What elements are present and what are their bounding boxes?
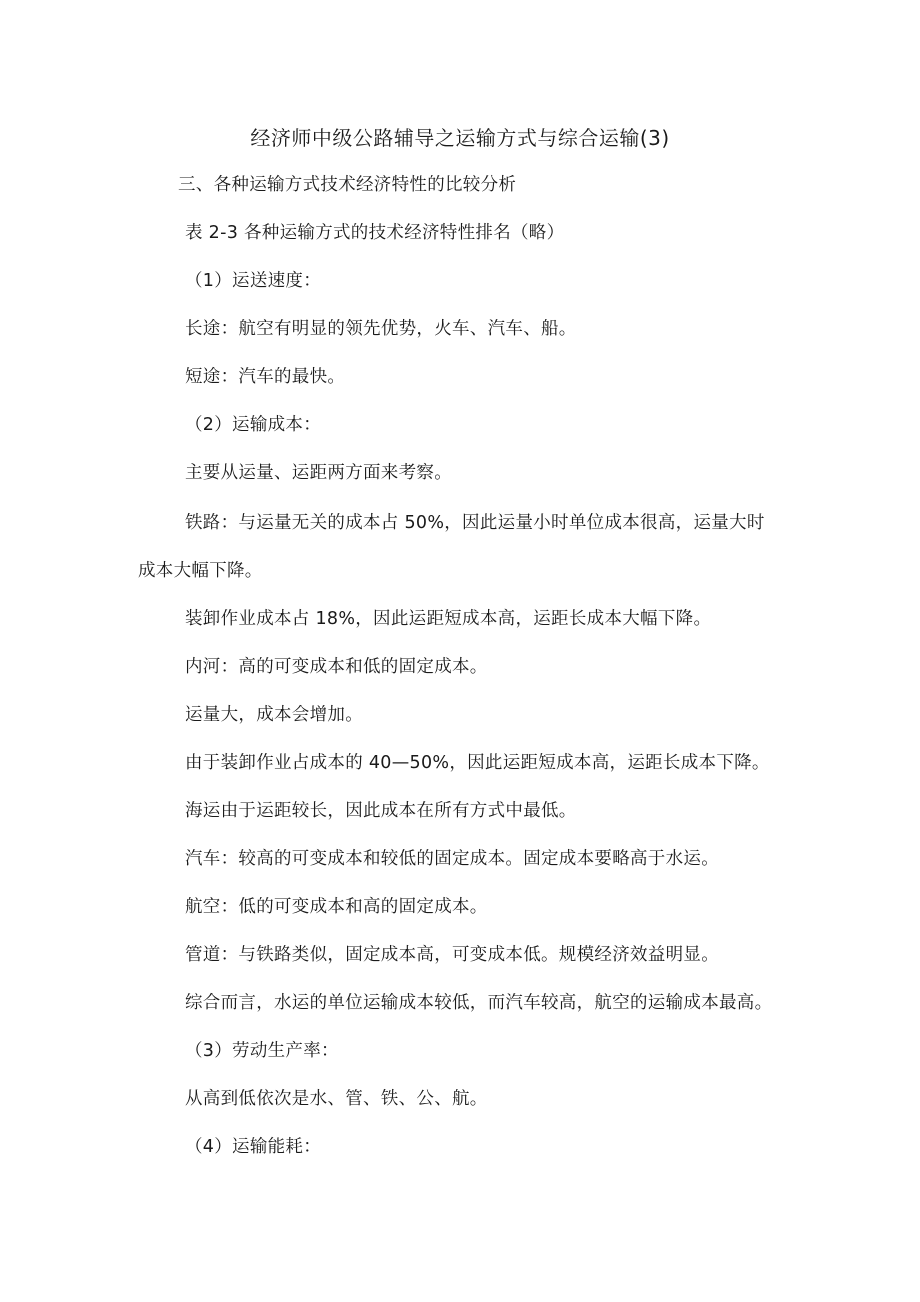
paragraph-line: （1）运送速度： xyxy=(185,271,322,291)
paragraph-line: 汽车：较高的可变成本和较低的固定成本。固定成本要略高于水运。 xyxy=(185,849,719,869)
paragraph-line: （3）劳动生产率： xyxy=(185,1041,339,1061)
paragraph-line: 短途：汽车的最快。 xyxy=(185,367,346,387)
paragraph-line: （4）运输能耗： xyxy=(185,1137,322,1157)
paragraph-line: 综合而言，水运的单位运输成本较低，而汽车较高，航空的运输成本最高。 xyxy=(185,993,773,1013)
paragraph-line: 表 2-3 各种运输方式的技术经济特性排名（略） xyxy=(185,223,565,243)
paragraph-line: 内河：高的可变成本和低的固定成本。 xyxy=(185,657,488,677)
paragraph-line: 成本大幅下降。 xyxy=(138,561,263,581)
paragraph-line: 海运由于运距较长，因此成本在所有方式中最低。 xyxy=(185,801,577,821)
paragraph-line: 管道：与铁路类似，固定成本高，可变成本低。规模经济效益明显。 xyxy=(185,945,719,965)
paragraph-line: 航空：低的可变成本和高的固定成本。 xyxy=(185,897,488,917)
paragraph-line: 由于装卸作业占成本的 40—50%，因此运距短成本高，运距长成本下降。 xyxy=(185,753,770,773)
paragraph-line: 铁路：与运量无关的成本占 50%，因此运量小时单位成本很高，运量大时 xyxy=(185,513,765,533)
section-heading: 三、各种运输方式技术经济特性的比较分析 xyxy=(178,175,517,195)
paragraph-line: 运量大，成本会增加。 xyxy=(185,705,363,725)
paragraph-line: 装卸作业成本占 18%，因此运距短成本高，运距长成本大幅下降。 xyxy=(185,609,712,629)
paragraph-line: 长途：航空有明显的领先优势，火车、汽车、船。 xyxy=(185,319,577,339)
paragraph-line: （2）运输成本： xyxy=(185,415,322,435)
paragraph-line: 从高到低依次是水、管、铁、公、航。 xyxy=(185,1089,488,1109)
paragraph-line: 主要从运量、运距两方面来考察。 xyxy=(185,463,452,483)
document-title: 经济师中级公路辅导之运输方式与综合运输(3) xyxy=(250,126,670,150)
